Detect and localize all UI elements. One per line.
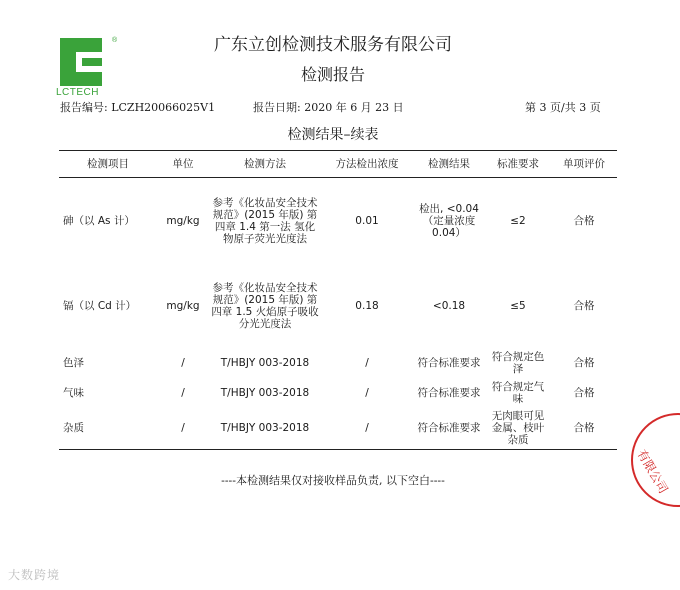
report-date: 报告日期: 2020 年 6 月 23 日 — [253, 101, 404, 114]
cell-evaluation: 合格 — [573, 214, 595, 227]
header-method: 检测方法 — [209, 151, 321, 178]
cell-evaluation: 合格 — [573, 299, 595, 312]
cell-standard: ≤5 — [510, 299, 526, 312]
cell-method: T/HBJY 003-2018 — [220, 356, 310, 369]
header-evaluation: 单项评价 — [551, 151, 617, 178]
cell-result: 符合标准要求 — [417, 386, 481, 399]
svg-text:有限公司: 有限公司 — [634, 447, 671, 496]
table-header-row — [59, 151, 617, 178]
cell-method: T/HBJY 003-2018 — [220, 386, 310, 399]
cell-unit: / — [181, 356, 185, 369]
section-title: 检测结果–续表 — [287, 127, 379, 143]
cell-result: 符合标准要求 — [417, 356, 481, 369]
cell-result: <0.18 — [432, 299, 466, 312]
logo-text: LCTECH — [56, 87, 100, 98]
cell-detect-limit: 0.01 — [355, 214, 379, 227]
company-seal — [610, 410, 680, 510]
cell-unit: / — [157, 408, 209, 450]
cell-item: 镉（以 Cd 计） — [63, 299, 137, 312]
cell-detect-limit: 0.18 — [355, 299, 379, 312]
page-indicator: 第 3 页/共 3 页 — [525, 101, 601, 114]
header-unit: 单位 — [157, 151, 209, 178]
cell-detect-limit: / — [365, 356, 369, 369]
report-number: 报告编号: LCZH20066025V1 — [60, 101, 216, 114]
blank-below-note: ----本检测结果仅对接收样品负责, 以下空白---- — [221, 474, 445, 487]
cell-standard: 符合规定气味 — [491, 380, 545, 405]
cell-method: 参考《化妆品安全技术规范》(2015 年版) 第四章 1.4 第一法 氢化物原子荧光光度法 — [212, 196, 318, 245]
cell-item: 气味 — [63, 386, 84, 399]
cell-evaluation: 合格 — [573, 356, 595, 369]
table-row — [59, 348, 617, 378]
cell-standard: 无肉眼可见金属、枝叶杂质 — [485, 408, 551, 450]
table-row — [59, 264, 617, 348]
registered-mark: ® — [112, 37, 118, 44]
report-title: 检测报告 — [300, 65, 365, 84]
header-detect-limit: 方法检出浓度 — [321, 151, 413, 178]
company-name: 广东立创检测技术服务有限公司 — [214, 35, 452, 55]
cell-item: 砷（以 As 计） — [63, 214, 135, 227]
cell-result: 检出, <0.04（定量浓度 0.04） — [419, 202, 479, 239]
cell-unit: mg/kg — [166, 214, 200, 227]
cell-method: 参考《化妆品安全技术规范》(2015 年版) 第四章 1.5 火焰原子吸收分光光度法 — [211, 281, 319, 330]
watermark: 大数跨境 — [8, 568, 61, 582]
cell-detect-limit: / — [321, 408, 413, 450]
cell-evaluation: 合格 — [573, 386, 595, 399]
cell-item: 色泽 — [63, 356, 84, 369]
table-row — [59, 408, 617, 450]
results-table — [59, 150, 617, 450]
table-row — [59, 378, 617, 408]
cell-result: 符合标准要求 — [413, 408, 485, 450]
cell-standard: 符合规定色泽 — [491, 350, 545, 375]
header-item: 检测项目 — [59, 151, 157, 178]
header-result: 检测结果 — [413, 151, 485, 178]
table-row — [59, 178, 617, 264]
header-standard: 标准要求 — [485, 151, 551, 178]
cell-detect-limit: / — [365, 386, 369, 399]
cell-unit: mg/kg — [166, 299, 200, 312]
cell-method: T/HBJY 003-2018 — [209, 408, 321, 450]
cell-unit: / — [181, 386, 185, 399]
cell-standard: ≤2 — [510, 214, 526, 227]
cell-evaluation: 合格 — [551, 408, 617, 450]
cell-item: 杂质 — [59, 408, 157, 450]
